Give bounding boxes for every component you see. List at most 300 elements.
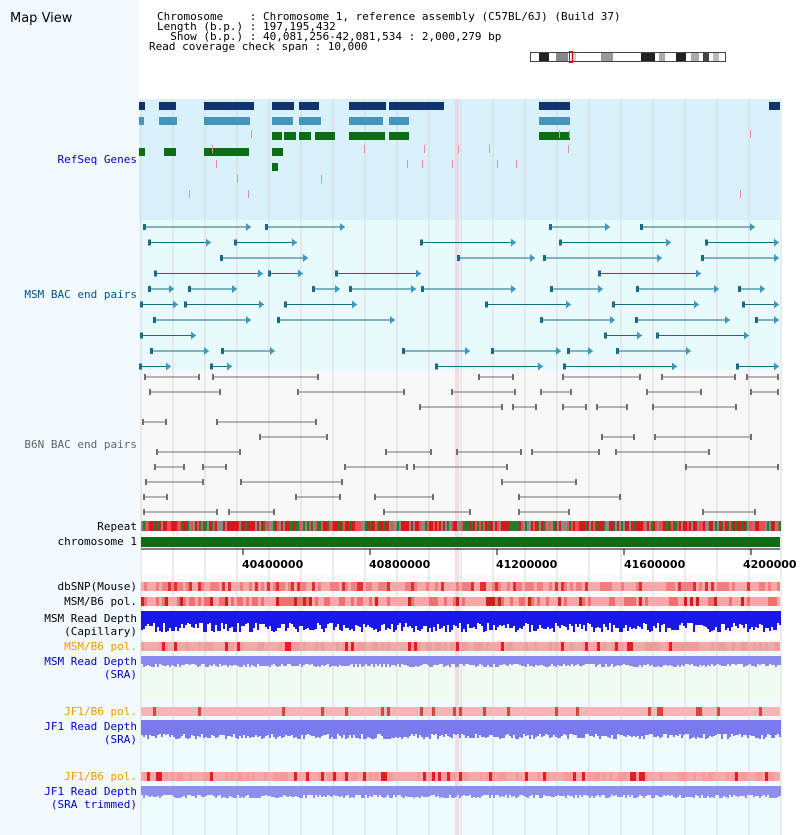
- msm-pol-strip: [321, 597, 324, 606]
- jf1-pol-strip: [171, 707, 174, 716]
- msm-pol-strip: [369, 597, 372, 606]
- jf1-pol-strip: [372, 707, 375, 716]
- jf1-pol-2-strip: [684, 772, 687, 781]
- dbsnp-strip: [333, 582, 336, 591]
- repeat-segment: [747, 521, 749, 531]
- jf1-trimmed-bar: [711, 786, 713, 797]
- msm-pol-sra-strip: [519, 642, 522, 651]
- jf1-trimmed-bar: [517, 786, 519, 797]
- dbsnp-strip: [480, 582, 483, 591]
- repeat-segment: [593, 521, 595, 531]
- msm-depth-sra-bar: [157, 656, 159, 667]
- b6n-bac-end: [145, 479, 147, 485]
- msm-depth-sra-bar: [665, 656, 667, 665]
- repeat-segment: [445, 521, 447, 531]
- repeat-segment: [333, 521, 335, 531]
- dbsnp-strip: [588, 582, 591, 591]
- jf1-trimmed-bar: [515, 786, 517, 798]
- jf1-trimmed-bar: [401, 786, 403, 797]
- msm-depth-capillary-bar: [233, 611, 235, 632]
- dbsnp-strip: [294, 582, 297, 591]
- jf1-depth-sra-bar: [429, 720, 431, 739]
- jf1-pol-2-strip: [471, 772, 474, 781]
- repeat-segment: [529, 521, 531, 531]
- msm-depth-capillary-bar: [289, 611, 291, 623]
- msm-depth-capillary-bar: [443, 611, 445, 626]
- msm-depth-sra-bar: [639, 656, 641, 665]
- jf1-pol-2-strip: [426, 772, 429, 781]
- msm-pol-strip: [393, 597, 396, 606]
- msm-pol-sra-strip: [723, 642, 726, 651]
- jf1-pol-2-strip: [477, 772, 480, 781]
- msm-pol-strip: [705, 597, 708, 606]
- jf1-pol-2-strip: [516, 772, 519, 781]
- jf1-pol-strip: [405, 707, 408, 716]
- jf1-depth-sra-bar: [645, 720, 647, 735]
- jf1-pol-2-strip: [495, 772, 498, 781]
- msm-depth-sra-bar: [269, 656, 271, 667]
- jf1-pol-strip: [189, 707, 192, 716]
- msm-pol-sra-strip: [582, 642, 585, 651]
- dbsnp-strip: [651, 582, 654, 591]
- msm-depth-sra-bar: [529, 656, 531, 666]
- jf1-depth-sra-bar: [315, 720, 317, 738]
- jf1-depth-sra-label[interactable]: JF1 Read Depth: [44, 720, 137, 733]
- jf1-depth-sra-bar: [531, 720, 533, 735]
- repeat-segment: [195, 521, 197, 531]
- repeat-segment: [455, 521, 457, 531]
- jf1-pol-strip: [645, 707, 648, 716]
- msm-depth-capillary-bar: [517, 611, 519, 630]
- jf1-pol-strip: [441, 707, 444, 716]
- dbsnp-strip: [426, 582, 429, 591]
- msm-pol-sra-strip: [438, 642, 441, 651]
- jf1-depth-sra-bar: [441, 720, 443, 735]
- msm-depth-sra-bar: [625, 656, 627, 665]
- msm-depth-sra-bar: [547, 656, 549, 667]
- jf1-pol-strip: [315, 707, 318, 716]
- msm-depth-capillary-bar: [523, 611, 525, 626]
- gene-tick: [497, 160, 498, 168]
- msm-depth-capillary-bar: [617, 611, 619, 628]
- msm-pol-sra-strip: [555, 642, 558, 651]
- jf1-trimmed-bar: [373, 786, 375, 795]
- msm-depth-capillary-bar: [705, 611, 707, 627]
- msm-pol-sra-strip: [480, 642, 483, 651]
- msm-pol-strip: [522, 597, 525, 606]
- msm-bac-end: [656, 333, 659, 339]
- b6n-bac-end: [212, 374, 214, 380]
- jf1-pol-2-strip: [339, 772, 342, 781]
- msm-pol-strip: [573, 597, 576, 606]
- jf1-pol-2-strip: [336, 772, 339, 781]
- msm-depth-sra-bar: [281, 656, 283, 664]
- jf1-pol-2-strip: [750, 772, 753, 781]
- jf1-trimmed-bar: [491, 786, 493, 795]
- msm-pol-sra-strip: [357, 642, 360, 651]
- repeat-segment: [551, 521, 553, 531]
- jf1-trimmed-bar: [151, 786, 153, 796]
- jf1-trimmed-bar: [185, 786, 187, 798]
- jf1-pol-strip: [531, 707, 534, 716]
- msm-pol-sra-strip: [705, 642, 708, 651]
- repeat-segment: [323, 521, 325, 531]
- msm-depth-sra-bar: [225, 656, 227, 665]
- jf1-trimmed-bar: [443, 786, 445, 798]
- msm-depth-sra-bar: [459, 656, 461, 664]
- msm-depth-capillary-bar: [173, 611, 175, 631]
- msm-bac-track-label[interactable]: MSM BAC end pairs: [24, 288, 137, 301]
- msm-depth-capillary-bar: [439, 611, 441, 629]
- gene-feature: [349, 117, 383, 125]
- jf1-pol-2-strip: [225, 772, 228, 781]
- jf1-pol-2-strip: [450, 772, 453, 781]
- jf1-depth-sra-bar: [443, 720, 445, 737]
- jf1-trimmed-bar: [167, 786, 169, 795]
- msm-depth-sra-bar: [245, 656, 247, 667]
- msm-depth-capillary-bar: [171, 611, 173, 631]
- repeat-segment: [405, 521, 407, 531]
- jf1-depth-sra-bar: [497, 720, 499, 737]
- jf1-depth-sra-bar: [427, 720, 429, 737]
- msm-pol-sra-strip: [288, 642, 291, 651]
- jf1-pol-2-strip: [570, 772, 573, 781]
- msm-depth-capillary-bar: [585, 611, 587, 631]
- msm-pol-strip: [546, 597, 549, 606]
- msm-depth-capillary-bar: [235, 611, 237, 632]
- jf1-depth-sra-bar: [465, 720, 467, 738]
- msm-depth-capillary-bar: [739, 611, 741, 624]
- repeat-segment: [201, 521, 203, 531]
- msm-depth-capillary-bar: [601, 611, 603, 632]
- msm-bac-end: [335, 271, 338, 277]
- msm-pol-sra-strip: [219, 642, 222, 651]
- jf1-b6-pol-2-label[interactable]: JF1/B6 pol.: [64, 770, 137, 783]
- jf1-trimmed-bar: [381, 786, 383, 797]
- jf1-depth-sra-bar: [351, 720, 353, 738]
- jf1-trimmed-bar: [679, 786, 681, 795]
- jf1-trimmed-bar: [571, 786, 573, 796]
- refseq-track-label[interactable]: RefSeq Genes: [57, 153, 137, 166]
- jf1-depth-sra-bar: [547, 720, 549, 735]
- msm-depth-capillary-bar: [745, 611, 747, 624]
- msm-depth-sra-bar: [573, 656, 575, 666]
- msm-depth-capillary-bar: [543, 611, 545, 629]
- msm-depth-capillary-bar: [769, 611, 771, 631]
- jf1-depth-sra-bar: [181, 720, 183, 736]
- msm-depth-capillary-bar: [155, 611, 157, 632]
- repeat-segment: [379, 521, 381, 531]
- repeat-segment: [187, 521, 189, 531]
- msm-depth-sra-bar: [543, 656, 545, 666]
- jf1-trimmed-bar: [179, 786, 181, 798]
- jf1-depth-sra-bar: [721, 720, 723, 739]
- repeat-segment: [141, 521, 143, 531]
- jf1-depth-sra-bar: [233, 720, 235, 734]
- msm-pol-sra-strip: [330, 642, 333, 651]
- jf1-trimmed-bar: [355, 786, 357, 795]
- msm-depth-sra-bar: [461, 656, 463, 664]
- dbsnp-strip: [408, 582, 411, 591]
- msm-pol-strip: [441, 597, 444, 606]
- jf1-depth-sra-bar: [583, 720, 585, 738]
- jf1-trimmed-bar: [195, 786, 197, 798]
- msm-pol-sra-strip: [717, 642, 720, 651]
- jf1-depth-sra-bar: [513, 720, 515, 735]
- jf1-pol-strip: [339, 707, 342, 716]
- msm-pol-strip: [684, 597, 687, 606]
- jf1-depth-sra-bar: [525, 720, 527, 736]
- msm-depth-capillary-bar: [511, 611, 513, 628]
- jf1-trimmed-bar: [639, 786, 641, 795]
- jf1-pol-strip: [642, 707, 645, 716]
- b6n-bac-end: [339, 494, 341, 500]
- repeat-segment: [303, 521, 305, 531]
- repeat-segment: [221, 521, 223, 531]
- repeat-segment: [325, 521, 327, 531]
- jf1-depth-sra-bar: [201, 720, 203, 734]
- jf1-pol-2-strip: [663, 772, 666, 781]
- dbsnp-strip: [270, 582, 273, 591]
- jf1-trimmed-bar: [285, 786, 287, 796]
- repeat-segment: [407, 521, 409, 531]
- msm-depth-sra-bar: [243, 656, 245, 665]
- msm-pol-strip: [726, 597, 729, 606]
- jf1-trimmed-bar: [505, 786, 507, 795]
- repeat-segment: [227, 521, 229, 531]
- jf1-trimmed-label[interactable]: JF1 Read Depth: [44, 785, 137, 798]
- jf1-trimmed-bar: [387, 786, 389, 795]
- jf1-depth-sra-bar: [155, 720, 157, 738]
- msm-depth-sra-bar: [663, 656, 665, 665]
- jf1-depth-sra-bar: [553, 720, 555, 735]
- msm-depth-capillary-label[interactable]: MSM Read Depth: [44, 612, 137, 625]
- msm-depth-sra-bar: [743, 656, 745, 667]
- msm-depth-sra-bar: [681, 656, 683, 665]
- repeat-segment: [607, 521, 609, 531]
- msm-pol-strip: [204, 597, 207, 606]
- jf1-trimmed-sublabel: (SRA trimmed): [50, 798, 137, 811]
- msm-depth-capillary-bar: [343, 611, 345, 625]
- msm-pol-sra-strip: [702, 642, 705, 651]
- repeat-segment: [279, 521, 281, 531]
- msm-pol-strip: [768, 597, 771, 606]
- b6n-bac-end: [734, 374, 736, 380]
- msm-pol-sra-strip: [321, 642, 324, 651]
- jf1-depth-sra-bar: [317, 720, 319, 737]
- jf1-trimmed-bar: [703, 786, 705, 798]
- msm-pol-strip: [669, 597, 672, 606]
- msm-pol-strip: [603, 597, 606, 606]
- msm-pol-sra-strip: [747, 642, 750, 651]
- dbsnp-strip: [309, 582, 312, 591]
- jf1-pol-2-strip: [465, 772, 468, 781]
- repeat-segment: [689, 521, 691, 531]
- msm-depth-sra-bar: [603, 656, 605, 667]
- msm-depth-capillary-bar: [363, 611, 365, 624]
- msm-depth-sra-label[interactable]: MSM Read Depth: [44, 655, 137, 668]
- repeat-segment: [443, 521, 445, 531]
- msm-bac-end: [485, 302, 488, 308]
- msm-depth-sra-bar: [707, 656, 709, 665]
- msm-pol-strip: [750, 597, 753, 606]
- jf1-pol-2-strip: [771, 772, 774, 781]
- msm-pol-sra-strip: [690, 642, 693, 651]
- dbsnp-strip: [378, 582, 381, 591]
- jf1-pol-strip: [450, 707, 453, 716]
- msm-depth-sra-bar: [443, 656, 445, 667]
- jf1-depth-sra-bar: [191, 720, 193, 735]
- jf1-depth-sra-bar: [637, 720, 639, 736]
- jf1-pol-strip: [399, 707, 402, 716]
- jf1-depth-sra-bar: [779, 720, 781, 737]
- repeat-segment: [453, 521, 455, 531]
- msm-pol-strip: [504, 597, 507, 606]
- jf1-trimmed-bar: [739, 786, 741, 796]
- jf1-trimmed-bar: [141, 786, 143, 795]
- jf1-pol-2-strip: [651, 772, 654, 781]
- jf1-pol-strip: [273, 707, 276, 716]
- msm-depth-sra-bar: [431, 656, 433, 667]
- msm-pol-strip: [339, 597, 342, 606]
- msm-depth-capillary-bar: [491, 611, 493, 630]
- msm-b6-pol-sra-label[interactable]: MSM/B6 pol.: [64, 640, 137, 653]
- dbsnp-strip: [372, 582, 375, 591]
- msm-depth-sra-bar: [411, 656, 413, 667]
- msm-pol-sra-strip: [273, 642, 276, 651]
- msm-depth-capillary-bar: [775, 611, 777, 630]
- repeat-segment: [439, 521, 441, 531]
- msm-depth-capillary-bar: [641, 611, 643, 629]
- jf1-pol-strip: [570, 707, 573, 716]
- msm-pol-sra-strip: [672, 642, 675, 651]
- b6n-bac-track-label[interactable]: B6N BAC end pairs: [24, 438, 137, 451]
- jf1-pol-2-strip: [747, 772, 750, 781]
- msm-depth-capillary-bar: [243, 611, 245, 626]
- jf1-trimmed-bar: [265, 786, 267, 795]
- jf1-trimmed-bar: [393, 786, 395, 795]
- repeat-segment: [633, 521, 635, 531]
- jf1-depth-sra-bar: [773, 720, 775, 738]
- msm-depth-capillary-bar: [737, 611, 739, 628]
- repeat-segment: [337, 521, 339, 531]
- msm-pol-strip: [420, 597, 423, 606]
- msm-depth-capillary-bar: [629, 611, 631, 627]
- dbsnp-strip: [486, 582, 489, 591]
- msm-depth-sra-bar: [347, 656, 349, 666]
- repeat-segment: [567, 521, 569, 531]
- jf1-trimmed-bar: [221, 786, 223, 798]
- msm-pol-sra-strip: [657, 642, 660, 651]
- msm-pol-strip: [366, 597, 369, 606]
- msm-pol-sra-strip: [666, 642, 669, 651]
- msm-depth-sra-bar: [755, 656, 757, 667]
- jf1-depth-sra-bar: [503, 720, 505, 738]
- jf1-pol-strip: [366, 707, 369, 716]
- msm-depth-capillary-bar: [323, 611, 325, 632]
- msm-depth-capillary-bar: [735, 611, 737, 626]
- msm-depth-capillary-bar: [625, 611, 627, 625]
- jf1-depth-sra-bar: [291, 720, 293, 735]
- msm-pol-strip: [729, 597, 732, 606]
- repeat-segment: [641, 521, 643, 531]
- msm-depth-capillary-bar: [157, 611, 159, 627]
- msm-depth-capillary-bar: [577, 611, 579, 627]
- msm-pol-sra-strip: [240, 642, 243, 651]
- jf1-pol-2-strip: [372, 772, 375, 781]
- msm-b6-pol-label[interactable]: MSM/B6 pol.: [64, 595, 137, 608]
- msm-depth-sra-bar: [671, 656, 673, 666]
- jf1-pol-strip: [447, 707, 450, 716]
- dbsnp-track-label[interactable]: dbSNP(Mouse): [57, 580, 137, 593]
- gene-feature: [272, 102, 294, 110]
- repeat-segment: [569, 521, 571, 531]
- jf1-trimmed-bar: [331, 786, 333, 797]
- jf1-trimmed-bar: [383, 786, 385, 798]
- repeat-segment: [397, 521, 399, 531]
- msm-pol-strip: [519, 597, 522, 606]
- jf1-pol-2-strip: [264, 772, 267, 781]
- jf1-trimmed-bar: [429, 786, 431, 796]
- repeat-segment: [531, 521, 533, 531]
- repeat-segment: [299, 521, 301, 531]
- jf1-trimmed-bar: [367, 786, 369, 798]
- jf1-depth-sra-bar: [491, 720, 493, 735]
- msm-depth-sra-bar: [247, 656, 249, 664]
- msm-pol-sra-strip: [261, 642, 264, 651]
- repeat-segment: [697, 521, 699, 531]
- b6n-bac-end: [639, 374, 641, 380]
- msm-depth-sra-bar: [569, 656, 571, 666]
- jf1-depth-sra-bar: [195, 720, 197, 739]
- repeat-segment: [293, 521, 295, 531]
- msm-depth-capillary-bar: [529, 611, 531, 632]
- jf1-b6-pol-label[interactable]: JF1/B6 pol.: [64, 705, 137, 718]
- repeat-segment: [345, 521, 347, 531]
- b6n-bac-end: [540, 389, 542, 395]
- msm-depth-sra-bar: [361, 656, 363, 667]
- jf1-depth-sra-bar: [541, 720, 543, 737]
- jf1-pol-strip: [489, 707, 492, 716]
- msm-depth-sra-bar: [333, 656, 335, 666]
- jf1-trimmed-bar: [253, 786, 255, 798]
- b6n-bac-end: [469, 509, 471, 515]
- msm-depth-capillary-bar: [609, 611, 611, 623]
- repeat-segment: [773, 521, 775, 531]
- jf1-depth-sra-bar: [453, 720, 455, 734]
- jf1-depth-sra-bar: [509, 720, 511, 736]
- msm-pol-sra-strip: [516, 642, 519, 651]
- msm-depth-capillary-bar: [187, 611, 189, 623]
- dbsnp-strip: [231, 582, 234, 591]
- msm-depth-capillary-bar: [661, 611, 663, 625]
- msm-depth-capillary-bar: [163, 611, 165, 623]
- msm-depth-sra-bar: [741, 656, 743, 664]
- repeat-segment: [591, 521, 593, 531]
- jf1-pol-2-strip: [738, 772, 741, 781]
- jf1-trimmed-bar: [187, 786, 189, 795]
- jf1-depth-sra-bar: [271, 720, 273, 734]
- msm-pol-sra-strip: [675, 642, 678, 651]
- jf1-depth-sra-bar: [663, 720, 665, 734]
- msm-depth-sra-bar: [423, 656, 425, 664]
- jf1-pol-strip: [477, 707, 480, 716]
- msm-pol-strip: [429, 597, 432, 606]
- jf1-pol-strip: [360, 707, 363, 716]
- dbsnp-strip: [297, 582, 300, 591]
- msm-depth-capillary-bar: [345, 611, 347, 628]
- jf1-trimmed-bar: [397, 786, 399, 795]
